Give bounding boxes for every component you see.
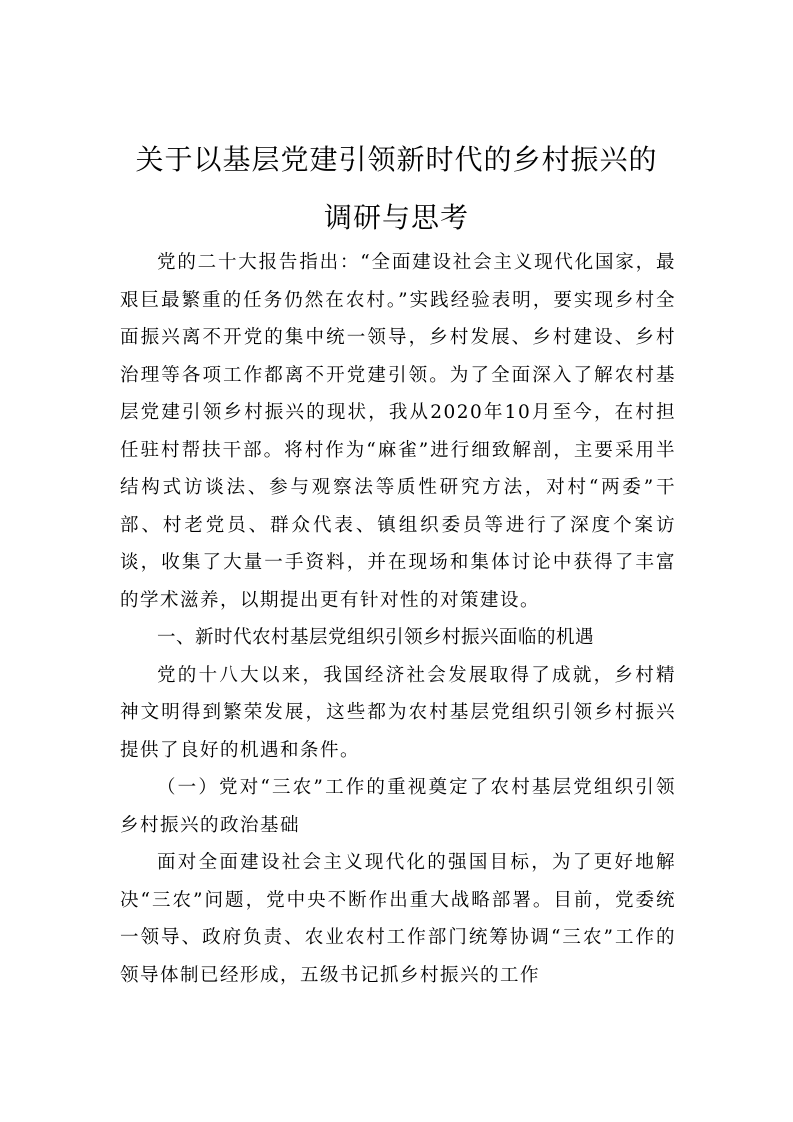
- subsection-heading-1: （一）党对“三农”工作的重视奠定了农村基层党组织引领乡村振兴的政治基础: [120, 777, 676, 836]
- paragraph-intro: 党的二十大报告指出：“全面建设社会主义现代化国家，最艰巨最繁重的任务仍然在农村。”实践经验表明，要实现乡村全面振兴离不开党的集中统一领导，乡村发展、乡村建设、乡村治理等各项工作都离不开党建引领。为了全面深入了解农村基层党建引领乡村振兴的现状，我从2020年10月至今，在村担任驻村帮扶干部。将村作为“麻雀”进行细致解剖，主要采用半结构式访谈法、参与观察法等质性研究方法，对村“两委”干部、村老党员、群众代表、镇组织委员等进行了深度个案访谈，收集了大量一手资料，并在现场和集体讨论中获得了丰富的学术滋养，以期提出更有针对性的对策建设。: [120, 252, 676, 611]
- document-body: [120, 244, 676, 994]
- paragraph-opportunities: 党的十八大以来，我国经济社会发展取得了成就，乡村精神文明得到繁荣发展，这些都为农村基层党组织引领乡村振兴提供了良好的机遇和条件。: [120, 664, 676, 761]
- document-title-line-2: 调研与思考: [323, 201, 469, 234]
- document-title-line-1: 关于以基层党建引领新时代的乡村振兴的: [135, 143, 658, 176]
- section-heading-1: 一、新时代农村基层党组织引领乡村振兴面临的机遇: [157, 627, 595, 648]
- paragraph-three-rural: 面对全面建设社会主义现代化的强国目标，为了更好地解决“三农”问题，党中央不断作出重大战略部署。目前，党委统一领导、政府负责、农业农村工作部门统筹协调“三农”工作的领导体制已经形成，五级书记抓乡村振兴的工作: [120, 852, 676, 986]
